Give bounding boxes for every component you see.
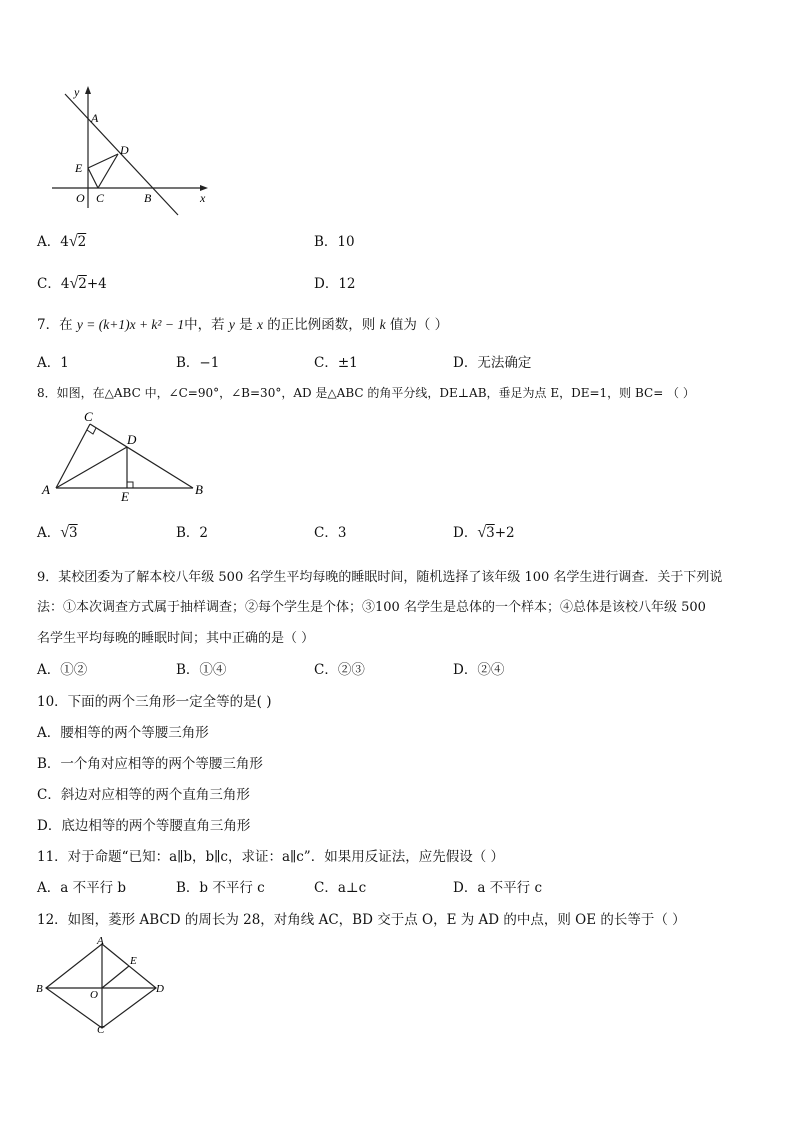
- triangle-figure: [38, 408, 213, 504]
- coordinate-figure: [48, 84, 218, 219]
- label-D: D: [127, 432, 137, 447]
- q12-stem: 12．如图，菱形 ABCD 的周长为 28，对角线 AC，BD 交于点 O，E 为 AD 的中点，则 OE 的长等于（ ）: [37, 912, 686, 928]
- q6-option-d[interactable]: D．12: [314, 276, 356, 292]
- q11-stem: 11．对于命题“已知：a∥b，b∥c，求证：a∥c”．如果用反证法，应先假设（ ）: [37, 849, 504, 865]
- q7-option-b[interactable]: B．−1: [176, 355, 220, 371]
- label-O: O: [76, 191, 85, 205]
- q10-option-c[interactable]: C．斜边对应相等的两个直角三角形: [37, 787, 250, 803]
- q8-option-d[interactable]: D．√3+2: [453, 524, 515, 541]
- label-C: C: [97, 1024, 105, 1036]
- q11-option-d[interactable]: D．a 不平行 c: [453, 880, 543, 896]
- q10-option-d[interactable]: D．底边相等的两个等腰直角三角形: [37, 818, 251, 834]
- label-E: E: [75, 161, 83, 175]
- label-x: x: [200, 191, 206, 205]
- q9-option-b[interactable]: B．①④: [176, 662, 227, 678]
- label-y: y: [74, 85, 80, 99]
- q7-option-a[interactable]: A．1: [37, 355, 69, 371]
- label-E: E: [130, 955, 137, 967]
- q7-option-d[interactable]: D．无法确定: [453, 355, 532, 371]
- q9-option-a[interactable]: A．①②: [37, 662, 88, 678]
- label-B: B: [144, 191, 152, 205]
- label-D: D: [120, 143, 129, 157]
- rhombus-figure: [36, 934, 168, 1036]
- q6-option-b[interactable]: B．10: [314, 234, 355, 250]
- q7-formula: y = (k+1)x + k² − 1: [76, 317, 185, 332]
- label-B: B: [195, 482, 203, 497]
- q8-option-b[interactable]: B．2: [176, 525, 209, 541]
- label-E: E: [121, 489, 129, 504]
- q6-option-a[interactable]: A．4√2: [37, 233, 87, 250]
- q7-stem: 7．在 y = (k+1)x + k² − 1中，若 y 是 x 的正比例函数，则 k 值为（ ）: [37, 317, 449, 333]
- q8-option-c[interactable]: C．3: [314, 525, 347, 541]
- q10-option-b[interactable]: B．一个角对应相等的两个等腰三角形: [37, 756, 263, 772]
- q9-stem-line2: 法：①本次调查方式属于抽样调查；②每个学生是个体；③100 名学生是总体的一个样本；④总体是该校八年级 500: [37, 600, 706, 615]
- q6-option-c[interactable]: C．4√2+4: [37, 275, 107, 292]
- q8-option-a[interactable]: A．√3: [37, 524, 78, 541]
- q9-stem-line1: 9．某校团委为了解本校八年级 500 名学生平均每晚的睡眠时间，随机选择了该年级 100 名学生进行调查．关于下列说: [37, 570, 723, 585]
- label-A: A: [91, 111, 99, 125]
- q10-option-a[interactable]: A．腰相等的两个等腰三角形: [37, 725, 209, 741]
- label-C: C: [96, 191, 105, 205]
- label-A: A: [42, 482, 50, 497]
- label-B: B: [36, 983, 43, 995]
- q11-option-b[interactable]: B．b 不平行 c: [176, 880, 265, 896]
- label-D: D: [156, 983, 164, 995]
- q7-option-c[interactable]: C．±1: [314, 355, 358, 371]
- q9-stem-line3: 名学生平均每晚的睡眠时间；其中正确的是（ ）: [37, 631, 315, 646]
- label-C: C: [84, 409, 93, 424]
- q9-option-d[interactable]: D．②④: [453, 662, 505, 678]
- q10-stem: 10．下面的两个三角形一定全等的是( ): [37, 694, 272, 710]
- label-O: O: [90, 989, 98, 1001]
- label-A: A: [97, 935, 104, 947]
- q8-stem: 8．如图，在△ABC 中，∠C=90°，∠B=30°，AD 是△ABC 的角平分线，DE⊥AB，垂足为点 E，DE=1，则 BC= （ ）: [37, 386, 695, 400]
- q9-option-c[interactable]: C．②③: [314, 662, 365, 678]
- q11-option-c[interactable]: C．a⊥c: [314, 880, 367, 896]
- q11-option-a[interactable]: A．a 不平行 b: [37, 880, 127, 896]
